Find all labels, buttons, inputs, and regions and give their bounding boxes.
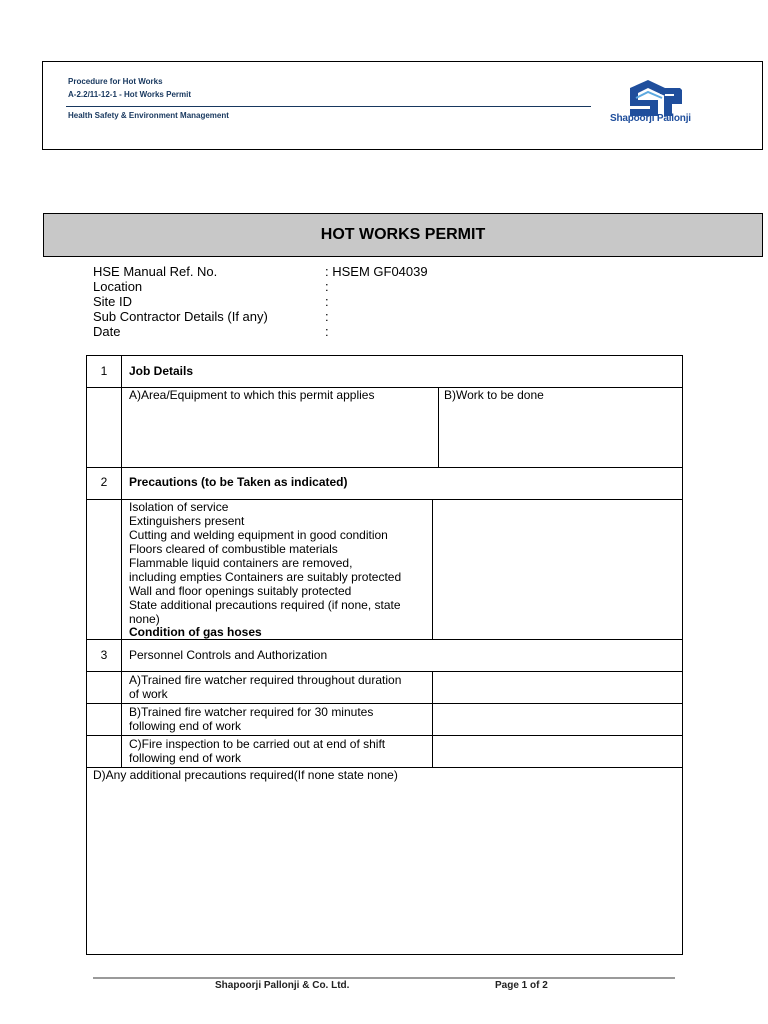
precaution-item: Extinguishers present [129, 514, 245, 528]
procedure-ref: A-2.2/11-12-1 - Hot Works Permit [68, 90, 192, 99]
permit-form-table [86, 355, 683, 955]
permit-title: HOT WORKS PERMIT [43, 213, 763, 257]
info-label-manual-ref: HSE Manual Ref. No. [93, 264, 218, 279]
info-value-site-id: : [325, 294, 329, 309]
control-item-b-line1: B)Trained fire watcher required for 30 minutes [129, 705, 374, 719]
job-work-label: B)Work to be done [444, 388, 544, 402]
section-title-job-details: Job Details [129, 364, 194, 378]
info-value-date: : [325, 324, 329, 339]
info-value-manual-ref: : HSEM GF04039 [325, 264, 428, 279]
precaution-item: none) [129, 612, 160, 626]
row-divider [87, 703, 682, 704]
precaution-item: Cutting and welding equipment in good condition [129, 528, 388, 542]
precaution-item: State additional precautions required (if none, state [129, 598, 401, 612]
row-divider [87, 735, 682, 736]
department-name: Health Safety & Environment Management [68, 111, 229, 120]
info-label-site-id: Site ID [93, 294, 133, 309]
precaution-item: Floors cleared of combustible materials [129, 542, 338, 556]
logo-text: Shapoorji Pallonji [610, 113, 691, 124]
header-divider [66, 106, 591, 107]
control-item-c-line1: C)Fire inspection to be carried out at end of shift [129, 737, 386, 751]
number-column-divider [121, 356, 122, 767]
info-label-date: Date [93, 324, 121, 339]
row-divider [87, 671, 682, 672]
section-title-personnel-controls: Personnel Controls and Authorization [129, 648, 328, 662]
control-item-c-line2: following end of work [129, 751, 242, 765]
section-number-2: 2 [100, 475, 108, 489]
control-item-a-line2: of work [129, 687, 168, 701]
precaution-item: Isolation of service [129, 500, 229, 514]
additional-precautions-label: D)Any additional precautions required(If none state none) [93, 768, 398, 782]
precaution-gas-hoses: Condition of gas hoses [129, 625, 262, 639]
row-divider [87, 639, 682, 640]
section-number-3: 3 [100, 648, 108, 662]
info-label-location: Location [93, 279, 143, 294]
info-label-subcontractor: Sub Contractor Details (If any) [93, 309, 268, 324]
control-item-a-line1: A)Trained fire watcher required throughout duration [129, 673, 402, 687]
footer-page-number: Page 1 of 2 [495, 980, 548, 991]
footer-divider [93, 977, 675, 979]
precautions-column-divider [432, 499, 433, 639]
job-area-label: A)Area/Equipment to which this permit applies [129, 388, 375, 402]
row-divider [87, 467, 682, 468]
procedure-title: Procedure for Hot Works [68, 77, 163, 86]
document-header [42, 61, 763, 150]
footer-company: Shapoorji Pallonji & Co. Ltd. [215, 980, 350, 991]
section-number-1: 1 [100, 364, 108, 378]
info-value-location: : [325, 279, 329, 294]
section-title-precautions: Precautions (to be Taken as indicated) [129, 475, 348, 489]
precaution-item: Wall and floor openings suitably protected [129, 584, 352, 598]
precaution-item: including empties Containers are suitably protected [129, 570, 402, 584]
info-value-subcontractor: : [325, 309, 329, 324]
precaution-item: Flammable liquid containers are removed, [129, 556, 353, 570]
controls-column-divider [432, 671, 433, 767]
job-details-column-divider [438, 387, 439, 467]
control-item-b-line2: following end of work [129, 719, 242, 733]
